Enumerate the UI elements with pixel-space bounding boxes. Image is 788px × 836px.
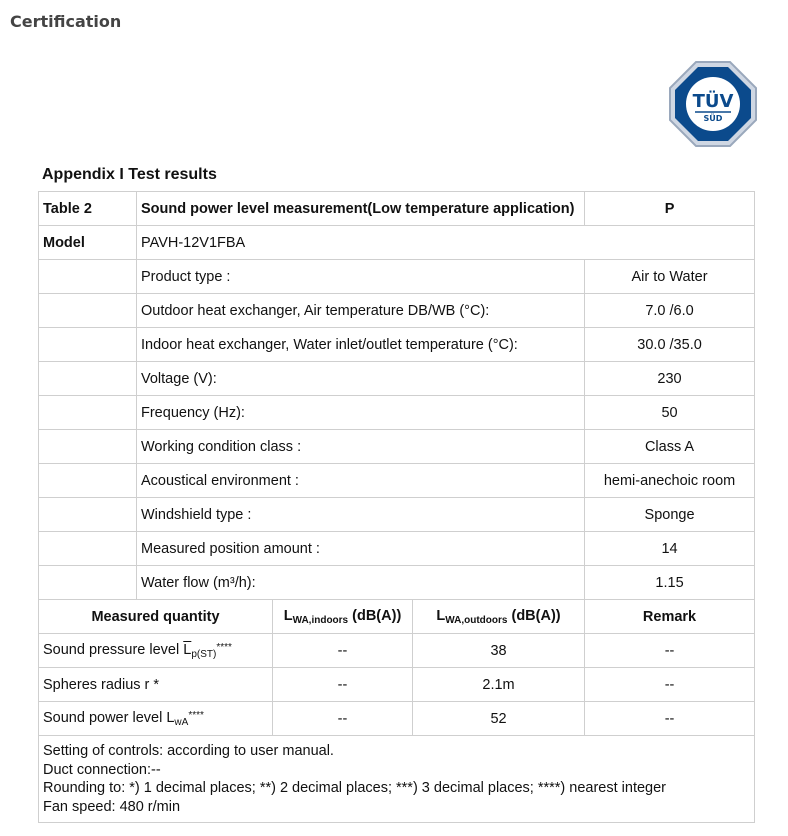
condition-label: Working condition class :: [137, 430, 585, 464]
condition-label: Outdoor heat exchanger, Air temperature DB/WB (°C):: [137, 294, 585, 328]
measurement-indoors: --: [273, 668, 413, 702]
table-label: Table 2: [39, 192, 137, 226]
measurement-label: Spheres radius r *: [39, 668, 273, 702]
condition-label: Indoor heat exchanger, Water inlet/outlet temperature (°C):: [137, 328, 585, 362]
note-line: Setting of controls: according to user manual.: [43, 743, 334, 759]
measurement-outdoors: 2.1m: [413, 668, 585, 702]
table-title-row: [39, 192, 755, 226]
condition-value: 14: [585, 532, 755, 566]
measurement-row: [39, 668, 755, 702]
condition-row: [39, 464, 755, 498]
condition-value: Sponge: [585, 498, 755, 532]
condition-row: [39, 396, 755, 430]
measured-quantity-header: Measured quantity: [39, 600, 273, 634]
condition-label: Windshield type :: [137, 498, 585, 532]
notes-cell: [39, 736, 755, 823]
table-title: Sound power level measurement(Low temperature application): [137, 192, 585, 226]
condition-row: [39, 498, 755, 532]
measurement-label: Sound pressure level $\overline{L}_{p(ST)}^{****}$: [39, 634, 273, 668]
condition-value: 7.0 /6.0: [585, 294, 755, 328]
measurement-indoors: --: [273, 702, 413, 736]
measurement-outdoors: 38: [413, 634, 585, 668]
condition-row: [39, 430, 755, 464]
note-line: Duct connection:--: [43, 761, 161, 778]
condition-row: [39, 260, 755, 294]
measured-header-row: [39, 600, 755, 634]
measurement-label: Sound power level $L_{wA}^{****}$: [39, 702, 273, 736]
condition-value: 50: [585, 396, 755, 430]
condition-value: hemi-anechoic room: [585, 464, 755, 498]
outdoors-header: $L_{WA,outdoors}$ (dB(A)): [413, 600, 585, 634]
condition-label: Product type :: [137, 260, 585, 294]
condition-value: 30.0 /35.0: [585, 328, 755, 362]
model-label: Model: [39, 226, 137, 260]
condition-label: Acoustical environment :: [137, 464, 585, 498]
indoors-header: $L_{WA,indoors}$ (dB(A)): [273, 600, 413, 634]
results-table: [38, 191, 755, 823]
measurement-remark: --: [585, 702, 755, 736]
measurement-row: [39, 634, 755, 668]
condition-row: [39, 294, 755, 328]
note-line: Rounding to: *) 1 decimal places; **) 2 decimal places; ***) 3 decimal places; ****) nearest integer: [43, 780, 667, 796]
notes-row: [39, 736, 755, 823]
condition-label: Frequency (Hz):: [137, 396, 585, 430]
appendix-title: Appendix I Test results: [42, 166, 217, 183]
tuv-sud-logo: [668, 60, 758, 148]
condition-label: Measured position amount :: [137, 532, 585, 566]
logo-text-bottom: SÜD: [703, 114, 723, 123]
condition-label: Voltage (V):: [137, 362, 585, 396]
measurement-remark: --: [585, 668, 755, 702]
measurement-outdoors: 52: [413, 702, 585, 736]
model-row: [39, 226, 755, 260]
condition-label: Water flow (m³/h):: [137, 566, 585, 600]
measurement-indoors: --: [273, 634, 413, 668]
condition-value: 1.15: [585, 566, 755, 600]
condition-value: 230: [585, 362, 755, 396]
note-line: Fan speed: 480 r/min: [43, 798, 181, 815]
condition-row: [39, 328, 755, 362]
condition-value: Class A: [585, 430, 755, 464]
remark-header: Remark: [585, 600, 755, 634]
measurement-remark: --: [585, 634, 755, 668]
page-header-title: Certification: [10, 12, 122, 31]
measurement-row: [39, 702, 755, 736]
condition-value: Air to Water: [585, 260, 755, 294]
model-value: PAVH-12V1FBA: [137, 226, 755, 260]
result-header: P: [585, 192, 755, 226]
condition-row: [39, 566, 755, 600]
logo-text-top: TÜV: [692, 91, 734, 112]
condition-row: [39, 532, 755, 566]
condition-row: [39, 362, 755, 396]
